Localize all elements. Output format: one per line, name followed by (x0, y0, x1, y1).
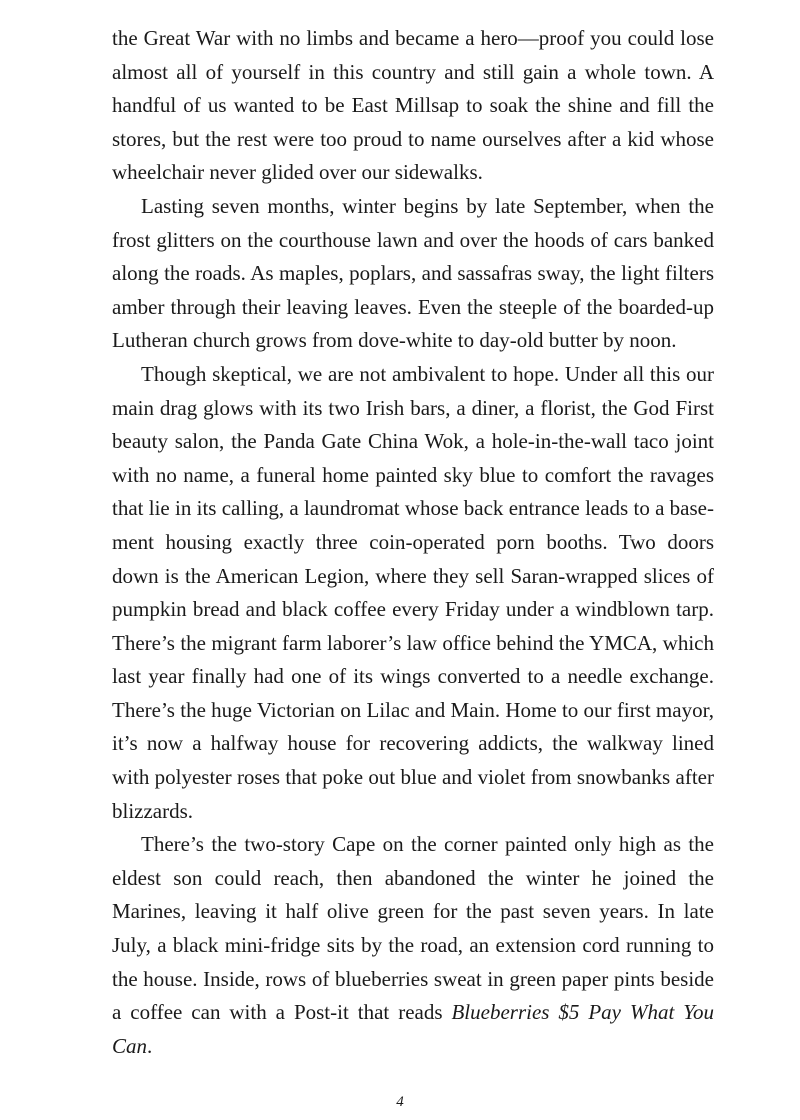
page-number: 4 (396, 1094, 404, 1110)
paragraph-winter: Lasting seven months, winter begins by late September, when the frost glitters on the courthouse lawn and over the hoods of cars banked along the roads. As maples, poplars, and sassafras sway, the light filters amber through their leaving leaves. Even the steeple of the boarded-up Lutheran church grows from dove-white to day-old butter by noon. (112, 193, 714, 353)
paragraph-cape-text: There’s the two-story Cape on the corner painted only high as the eldest son could reach, then abandoned the winter he joined the Marines, leaving it half olive green for the past seven years. In late July, a black mini-fridge sits by the road, an extension cord running to the house. Inside, rows of blueberries sweat in green paper pints beside a coffee can with a Post-it that reads (112, 832, 714, 1025)
paragraph-cape-end: . (147, 1033, 153, 1058)
paragraph-continued: the Great War with no limbs and became a hero—proof you could lose almost all of yourself in this country and still gain a whole town. A handful of us wanted to be East Millsap to soak the shine and fill the stores, but the rest were too proud to name ourselves after a kid whose wheelchair never glided over our sidewalks. (112, 26, 714, 185)
page-body (112, 22, 714, 1063)
blueberries-sign-text: Blueberries $5 Pay What You Can (112, 1000, 714, 1058)
paragraph-main-drag: Though skeptical, we are not ambivalent to hope. Under all this our main drag glows with its two Irish bars, a diner, a florist, the God First beauty salon, the Panda Gate China Wok, a hole-in-the-wall taco joint with no name, a funeral home painted sky blue to comfort the ravages that lie in its calling, a laundromat whose back entrance leads to a basement housing exactly three coin-operated porn booths. Two doors down is the American Legion, where they sell Saran-wrapped slices of pumpkin bread and black coffee every Friday under a windblown tarp. There’s the migrant farm laborer’s law office behind the YMCA, which last year finally had one of its wings converted to a needle exchange. There’s the huge Victorian on Lilac and Main. Home to our first mayor, it’s now a halfway house for recovering addicts, the walkway lined with polyester roses that poke out blue and violet from snowbanks after blizzards. (112, 361, 714, 823)
paragraph-cape-house (112, 828, 714, 1063)
